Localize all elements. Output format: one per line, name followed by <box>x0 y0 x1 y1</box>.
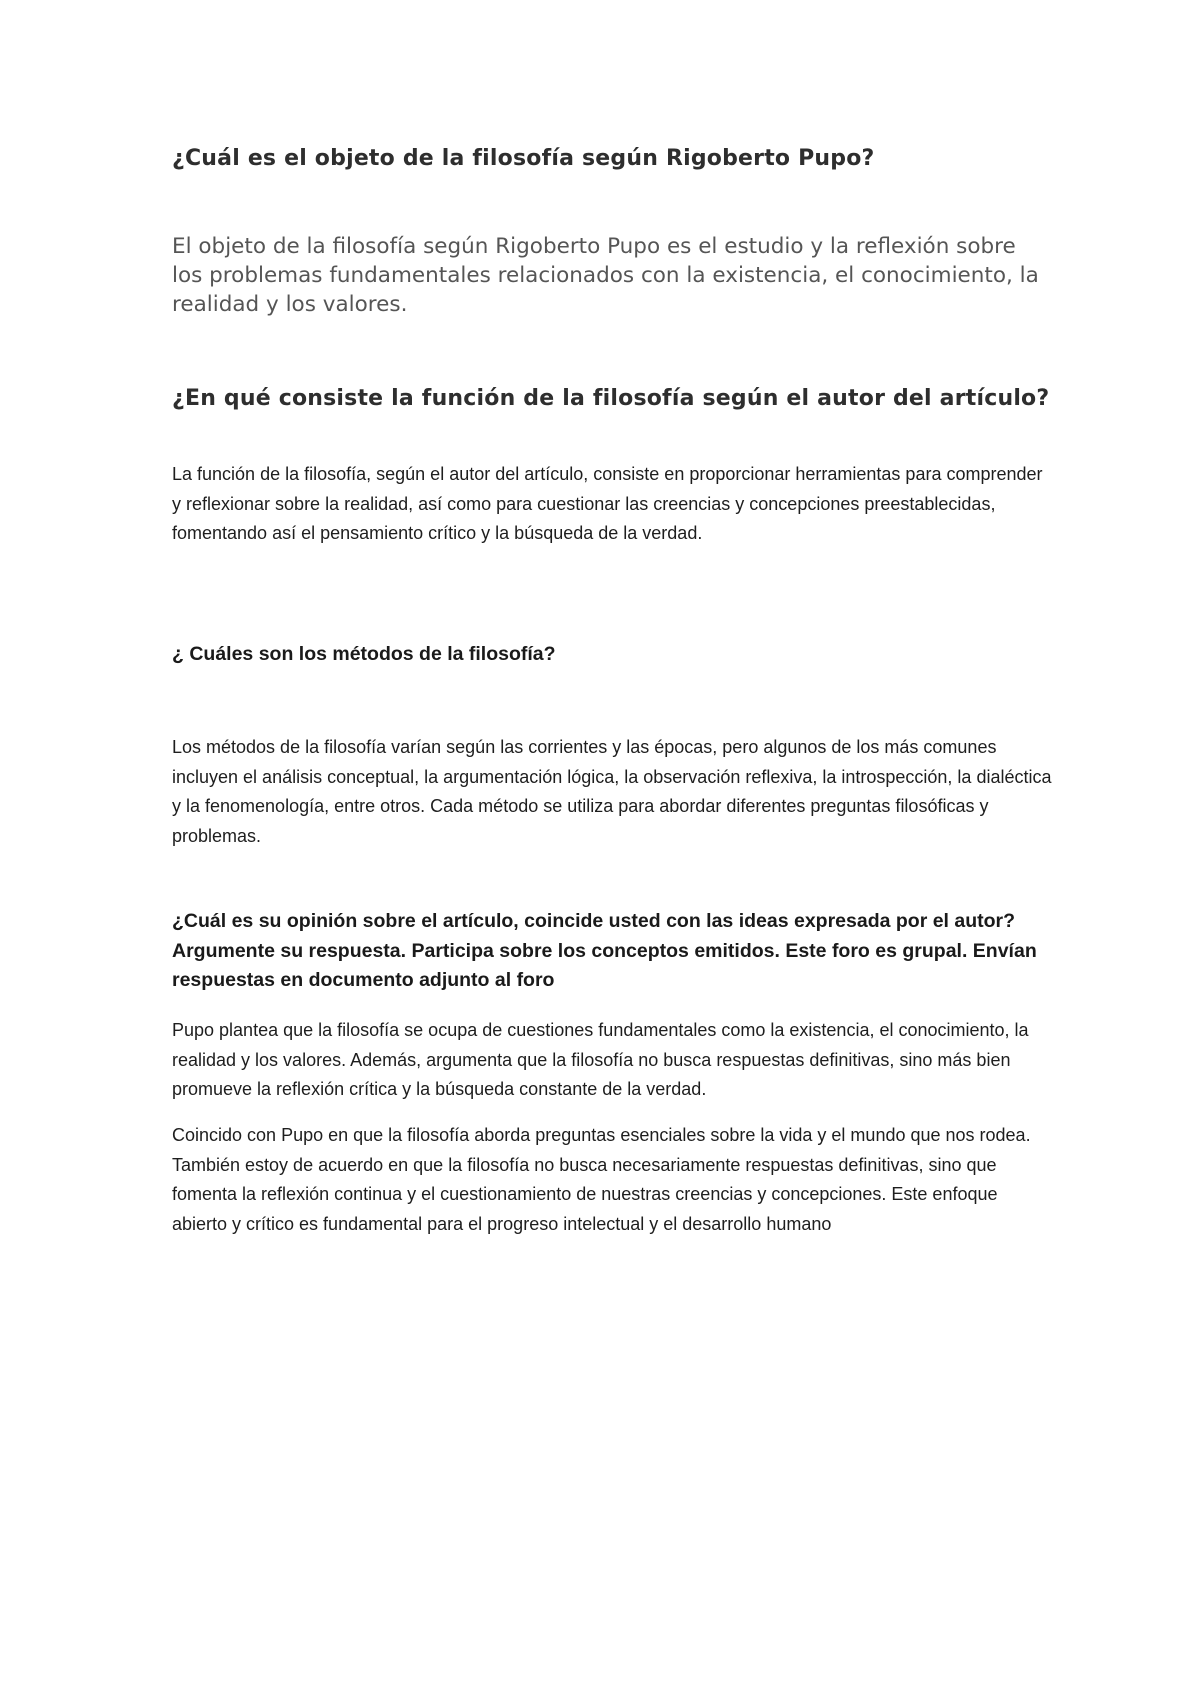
question-4-heading: ¿Cuál es su opinión sobre el artículo, coincide usted con las ideas expresada por el autor? Argumente su respuesta. Participa sobre los conceptos emitidos. Este foro es grupal. Envían respuestas en documento adjunto al foro <box>172 910 1037 991</box>
question-1-answer: El objeto de la filosofía según Rigoberto Pupo es el estudio y la reflexión sobre los problemas fundamentales relacionados con la existencia, el conocimiento, la realidad y los valores. <box>172 234 1039 317</box>
question-2-answer: La función de la filosofía, según el autor del artículo, consiste en proporcionar herramientas para comprender y reflexionar sobre la realidad, así como para cuestionar las creencias y concepciones preestablecidas, fomentando así el pensamiento crítico y la búsqueda de la verdad. <box>172 464 1043 543</box>
question-3-heading: ¿ Cuáles son los métodos de la filosofía? <box>172 643 556 665</box>
question-2-heading: ¿En qué consiste la función de la filosofía según el autor del artículo? <box>172 386 1050 411</box>
question-3-answer: Los métodos de la filosofía varían según las corrientes y las épocas, pero algunos de los más comunes incluyen el análisis conceptual, la argumentación lógica, la observación reflexiva, la introspección, la dialéctica y la fenomenología, entre otros. Cada método se utiliza para abordar diferentes preguntas filosóficas y problemas. <box>172 737 1052 846</box>
question-4-answer-paragraph-2: Coincido con Pupo en que la filosofía aborda preguntas esenciales sobre la vida y el mundo que nos rodea. También estoy de acuerdo en que la filosofía no busca necesariamente respuestas definitivas, sino que fomenta la reflexión continua y el cuestionamiento de nuestras creencias y concepciones. Este enfoque abierto y crítico es fundamental para el progreso intelectual y el desarrollo humano <box>172 1125 1031 1234</box>
question-4-answer-paragraph-1: Pupo plantea que la filosofía se ocupa de cuestiones fundamentales como la existencia, el conocimiento, la realidad y los valores. Además, argumenta que la filosofía no busca respuestas definitivas, sino más bien promueve la reflexión crítica y la búsqueda constante de la verdad. <box>172 1020 1029 1099</box>
question-1-heading: ¿Cuál es el objeto de la filosofía según Rigoberto Pupo? <box>172 146 875 171</box>
